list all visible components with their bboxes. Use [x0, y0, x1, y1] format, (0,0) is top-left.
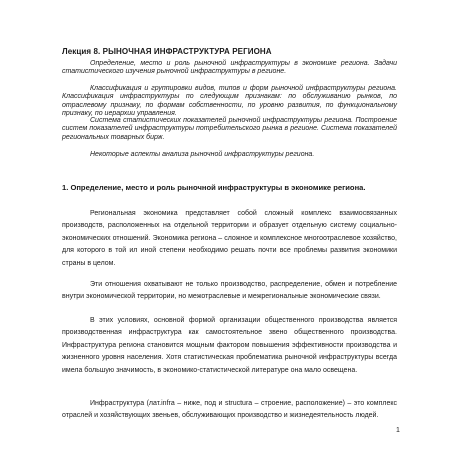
- outline-item: [62, 60, 397, 77]
- paragraph-text: Региональная экономика представляет собой сложный комплекс взаимосвязанных производств, расположенных на отдельной территории и образует отдельную систему социально-экономических отношений. Экономика региона – сложное и комплексное многоотраслевое хозяйство, для которого в той ил иной степени необходимо решать почти все проблемы развития экономики страны в целом.: [62, 210, 397, 267]
- paragraph-text: Инфраструктура (лат.infra – ниже, под и structura – строение, расположение) – это комплекс отраслей и хозяйствующих звеньев, обслуживающих производство и жизнедеятельность людей.: [62, 400, 397, 420]
- outline-text: Классификация и группировки видов, типов и форм рыночной инфраструктуры региона. Классификация инфраструктуры по следующим признакам: по обслуживанию рынков, по отраслевому признаку, по формам собственности, по уровню развития, по функциональному признаку, по иерархии управления.: [62, 85, 397, 117]
- outline-text: Система статистических показателей рыночной инфраструктуры региона. Построение систем показателей инфраструктуры потребительского рынка в регионе. Система показателей региональных товарных бирж.: [62, 117, 397, 141]
- outline-item: [62, 85, 397, 118]
- section-heading: 1. Определение, место и роль рыночной инфраструктуры в экономике региона.: [62, 183, 366, 192]
- outline-text: Некоторые аспекты анализа рыночной инфраструктуры региона.: [90, 151, 315, 158]
- body-paragraph: [62, 398, 397, 423]
- paragraph-text: Эти отношения охватывают не только производство, распределение, обмен и потребление внутри экономической территории, но межотраслевые и межрегиональные экономические связи.: [62, 281, 397, 301]
- body-paragraph: [62, 279, 397, 304]
- body-paragraph: [62, 208, 397, 270]
- page-number: 1: [396, 427, 400, 434]
- paragraph-text: В этих условиях, основной формой организации общественного производства является производственная инфраструктура как самостоятельное звено общественного производства. Инфраструктура региона становится мощным фактором повышения эффективности производства и жизненного уровня населения. Хотя статистическая проблематика рыночной инфраструктуры всегда имела большую значимость, в экономико-статистической литературе она мало освещена.: [62, 317, 397, 374]
- lecture-title: Лекция 8. РЫНОЧНАЯ ИНФРАСТРУКТУРА РЕГИОНА: [62, 47, 272, 56]
- outline-text: Определение, место и роль рыночной инфраструктуры в экономике региона. Задачи статистического изучения рыночной инфраструктуры в регионе.: [62, 60, 397, 76]
- outline-item: [62, 151, 397, 159]
- body-paragraph: [62, 315, 397, 377]
- outline-item: [62, 117, 397, 142]
